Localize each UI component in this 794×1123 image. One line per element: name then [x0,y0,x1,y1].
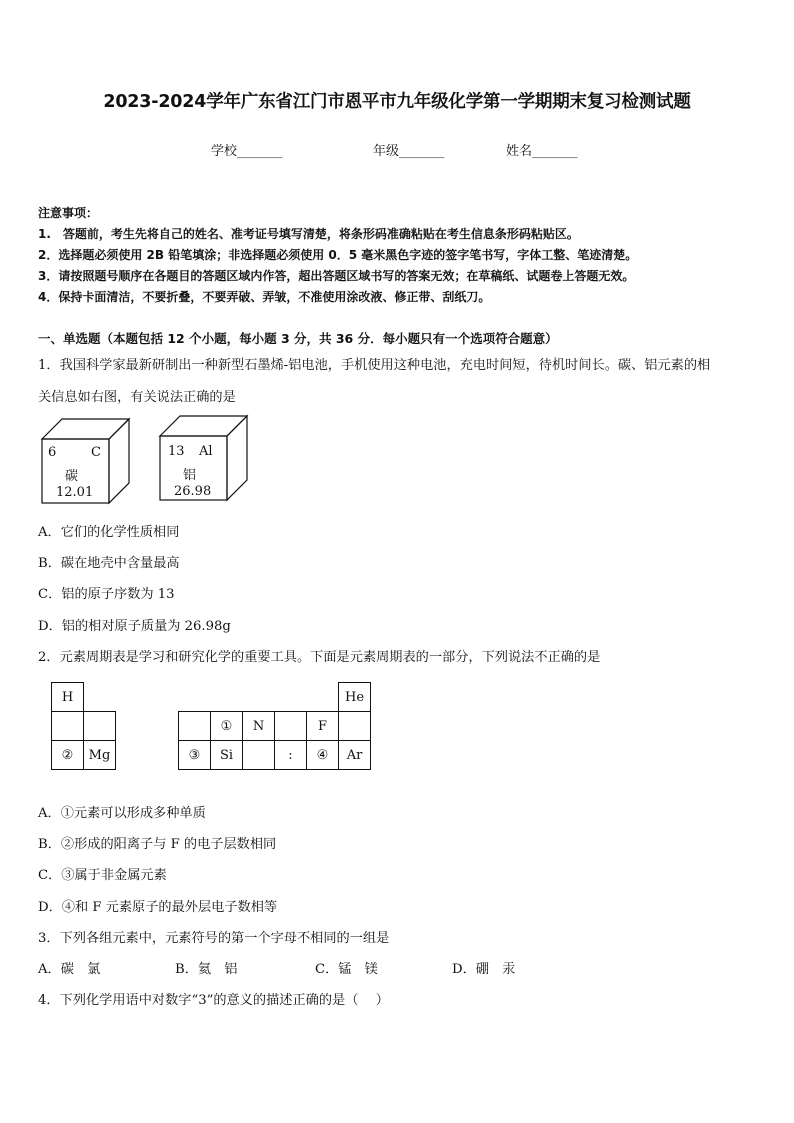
q1-stem-line2: 关信息如右图，有关说法正确的是 [38,390,236,405]
grade-label: 年级 [373,144,400,159]
pt-cell-h: H [52,683,84,712]
pt-cell-dot: : [275,741,307,770]
q3-option-b: B．氦 铝 [175,962,238,977]
carbon-name: 碳 [65,469,79,484]
aluminum-atomic-number: 13 [168,444,185,459]
notes-heading: 注意事项： [38,206,99,220]
pt-cell-2: ② [52,741,84,770]
note-item-1: 1. 答题前，考生先将自己的姓名、准考证号填写清楚，将条形码准确粘贴在考生信息条形码粘贴区。 [38,227,579,241]
pt-cell-1: ① [211,712,243,741]
q2-stem: 2．元素周期表是学习和研究化学的重要工具。下面是元素周期表的一部分，下列说法不正确的是 [38,650,601,665]
carbon-atomic-number: 6 [48,445,57,460]
q3-option-c: C．锰 镁 [315,962,378,977]
aluminum-name: 铝 [183,468,197,483]
pt-cell-si: Si [211,741,243,770]
q2-option-d: D．④和 F 元素原子的最外层电子数相等 [38,900,278,915]
pt-cell-4: ④ [307,741,339,770]
q4-stem: 4．下列化学用语中对数字“3”的意义的描述正确的是（ ） [38,993,389,1008]
q1-option-a: A．它们的化学性质相同 [38,525,180,540]
school-field [211,140,283,159]
grade-blank: _______ [399,144,445,159]
aluminum-symbol: Al [199,444,213,459]
aluminum-mass: 26.98 [174,484,212,499]
q2-option-c: C．③属于非金属元素 [38,868,167,883]
q1-stem-line1: 1．我国科学家最新研制出一种新型石墨烯-铝电池，手机使用这种电池，充电时间短，待机时间长。碳、铝元素的相 [38,358,711,373]
note-item-4: 4．保持卡面清洁，不要折叠，不要弄破、弄皱，不准使用涂改液、修正带、刮纸刀。 [38,290,491,304]
pt-cell-n: N [243,712,275,741]
note-item-3: 3．请按照题号顺序在各题目的答题区域内作答，超出答题区域书写的答案无效；在草稿纸、试题卷上答题无效。 [38,269,635,283]
name-label: 姓名 [506,144,533,159]
q2-option-b: B．②形成的阳离子与 F 的电子层数相同 [38,837,277,852]
q1-option-d: D．铝的相对原子质量为 26.98g [38,619,231,634]
q2-option-a: A．①元素可以形成多种单质 [38,806,206,821]
q3-option-d: D．硼 汞 [452,962,516,977]
q1-option-c: C．铝的原子序数为 13 [38,587,175,602]
pt-cell-3: ③ [179,741,211,770]
carbon-element-card [40,417,132,507]
periodic-table-fragment [51,682,371,770]
name-blank: _______ [532,144,578,159]
school-blank: _______ [237,144,283,159]
page-title: 2023-2024学年广东省江门市恩平市九年级化学第一学期期末复习检测试题 [103,92,691,112]
carbon-symbol: C [91,445,101,460]
pt-cell-f: F [307,712,339,741]
aluminum-element-card [158,414,250,504]
q1-option-b: B．碳在地壳中含量最高 [38,556,180,571]
pt-cell-mg: Mg [84,741,116,770]
section-heading: 一、单选题（本题包括 12 个小题，每小题 3 分，共 36 分．每小题只有一个选项符合题意） [38,331,558,346]
grade-field [373,140,445,159]
note-item-2: 2．选择题必须使用 2B 铅笔填涂；非选择题必须使用 0．5 毫米黑色字迹的签字笔书写，字体工整、笔迹清楚。 [38,248,638,262]
q3-option-a: A．碳 氯 [38,962,101,977]
school-label: 学校 [211,144,238,159]
pt-cell-ar: Ar [339,741,371,770]
name-field [506,140,578,159]
carbon-mass: 12.01 [56,485,94,500]
pt-cell-he: He [339,683,371,712]
q3-stem: 3．下列各组元素中，元素符号的第一个字母不相同的一组是 [38,931,390,946]
